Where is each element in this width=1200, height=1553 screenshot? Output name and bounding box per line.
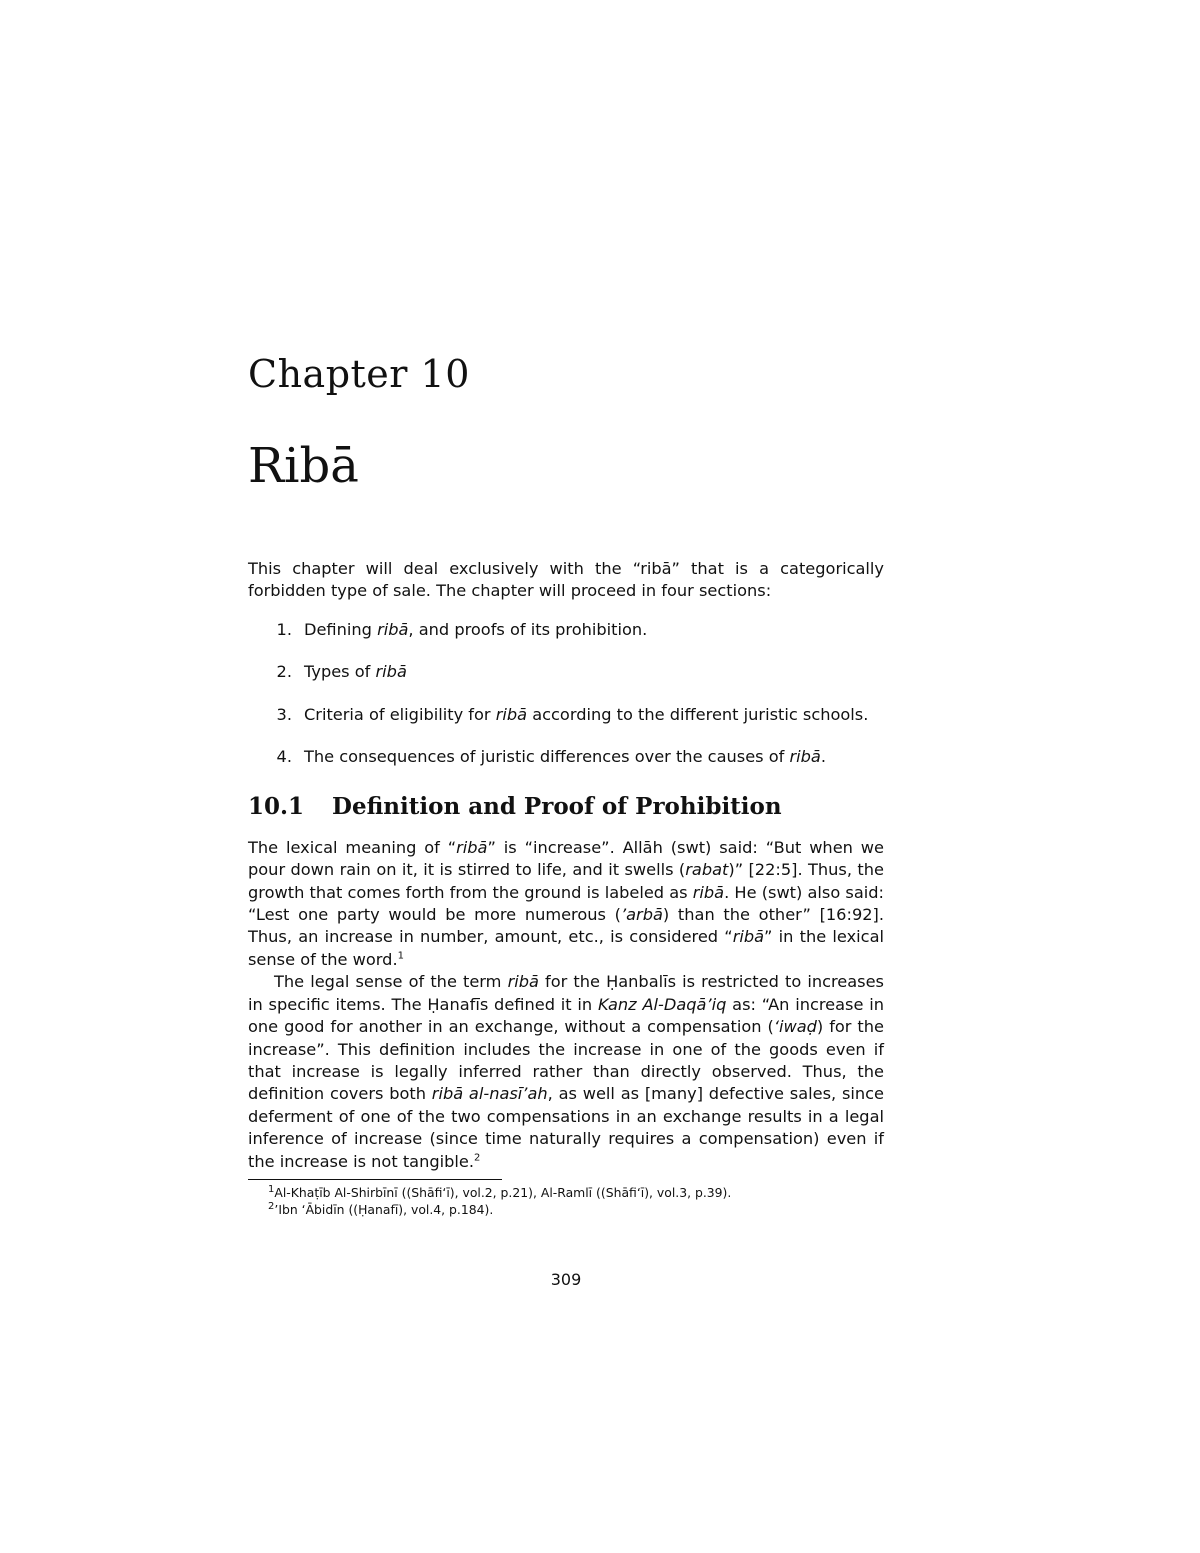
list-item (248, 619, 884, 641)
list-text: Types of ribā (304, 662, 407, 682)
list-number: 1. (276, 619, 292, 639)
section-number: 10.1 (248, 793, 305, 821)
list-number: 3. (276, 704, 292, 724)
footnote: $^1$Al-Khaṭīb Al-Shirbīnī ((Shāfi‘ī), vol.2, p.21), Al-Ramlī ((Shāfi‘ī), vol.3, p.39). (268, 1183, 732, 1200)
list-number: 4. (276, 747, 292, 767)
paragraph-lexical-meaning: The lexical meaning of “ribā” is “increase”. Allāh (swt) said: “But when we pour down rain on it, it is stirred to life, and it swells (rabat)” [22:5]. Thus, the growth that comes forth from the ground is labeled as ribā. He (swt) also said: “Lest one party would be more numerous (’arbā) than the other” [16:92]. Thus, an increase in number, amount, etc., is considered “ribā” in the lexical sense of the word.$^1$ (248, 837, 884, 969)
sections-list (248, 619, 884, 769)
footnote-ref: 2 (474, 1152, 481, 1164)
section-title: Definition and Proof of Prohibition (332, 793, 782, 821)
footnote-ref: 1 (397, 950, 404, 962)
list-item (248, 661, 884, 683)
chapter-label: Chapter 10 (248, 352, 470, 396)
list-number: 2. (276, 662, 292, 682)
list-text: Criteria of eligibility for ribā according to the different juristic schools. (304, 704, 869, 724)
footnotes (248, 1184, 884, 1218)
intro-paragraph: This chapter will deal exclusively with the “ribā” that is a categorically forbidden type of sale. The chapter will proceed in four sections: (248, 559, 884, 601)
section-heading (248, 793, 884, 821)
footnote-rule (248, 1179, 502, 1180)
list-text: The consequences of juristic differences over the causes of ribā. (304, 747, 826, 767)
list-text: Defining ribā, and proofs of its prohibition. (304, 619, 648, 639)
chapter-title: Ribā (248, 438, 359, 494)
list-item (248, 704, 884, 726)
page-body (248, 558, 884, 1218)
page-number: 309 (550, 1270, 582, 1289)
footnote: $^2$’Ibn ‘Ābidīn ((Ḥanafī), vol.4, p.184). (268, 1200, 494, 1217)
paragraph-legal-sense: The legal sense of the term ribā for the Ḥanbalīs is restricted to increases in specific items. The Ḥanafīs defined it in Kanz Al-Daqā’iq as: “An increase in one good for another in an exchange, without a compensation (‘iwaḍ) for the increase”. This definition includes the increase in one of the goods even if that increase is legally inferred rather than directly observed. Thus, the definition covers both ribā al-nasī’ah, as well as [many] defective sales, since deferment of one of the two compensations in an exchange results in a legal inference of increase (since time naturally requires a compensation) even if the increase is not tangible.$^2$ (248, 972, 885, 1171)
list-item (248, 746, 884, 768)
